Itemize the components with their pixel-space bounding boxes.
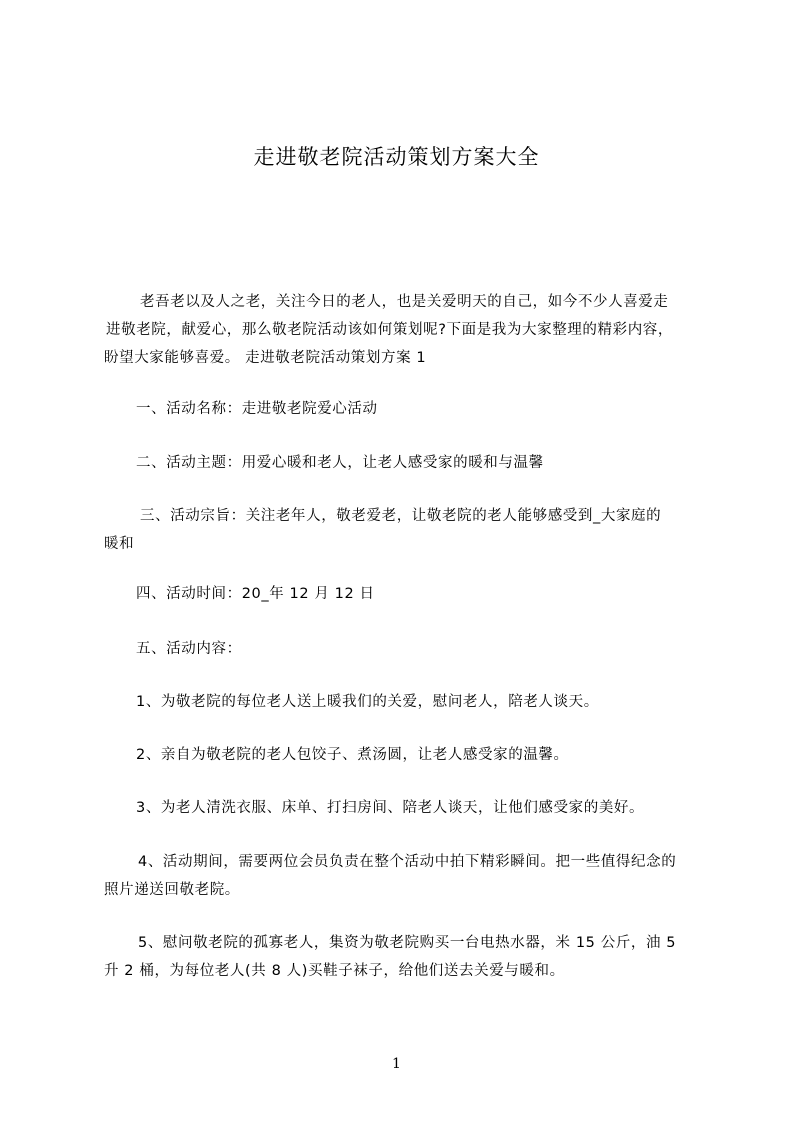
intro-line-3: 盼望大家能够喜爱。 走进敬老院活动策划方案 1 xyxy=(104,350,427,366)
content-item-2: 2、亲自为敬老院的老人包饺子、煮汤圆，让老人感受家的温馨。 xyxy=(136,747,569,763)
content-item-1: 1、为敬老院的每位老人送上暖我们的关爱，慰问老人，陪老人谈天。 xyxy=(136,694,599,710)
purpose-line-1: 三、活动宗旨：关注老年人，敬老爱老，让敬老院的老人能够感受到_大家庭的 xyxy=(140,508,662,524)
content-item-3: 3、为老人清洗衣服、床单、打扫房间、陪老人谈天，让他们感受家的美好。 xyxy=(136,800,645,816)
purpose-line-2: 暖和 xyxy=(104,536,135,552)
content-item-5-line-2: 升 2 桶，为每位老人(共 8 人)买鞋子袜子，给他们送去关爱与暖和。 xyxy=(104,963,565,979)
item-activity-name: 一、活动名称：走进敬老院爱心活动 xyxy=(136,401,378,417)
item-activity-purpose xyxy=(104,502,704,558)
content-item-4-line-2: 照片递送回敬老院。 xyxy=(104,882,240,898)
content-item-5 xyxy=(104,929,704,985)
content-item-4 xyxy=(104,848,704,904)
content-item-4-line-1: 4、活动期间，需要两位会员负责在整个活动中拍下精彩瞬间。把一些值得纪念的 xyxy=(138,854,677,870)
intro-paragraph xyxy=(104,288,704,372)
page-number: 1 xyxy=(392,1056,401,1072)
item-content-heading: 五、活动内容： xyxy=(136,641,242,657)
item-activity-time: 四、活动时间：20_年 12 月 12 日 xyxy=(136,586,375,602)
intro-line-1: 老吾老以及人之老，关注今日的老人，也是关爱明天的自己，如今不少人喜爱走 xyxy=(140,294,669,310)
content-item-5-line-1: 5、慰问敬老院的孤寡老人，集资为敬老院购买一台电热水器，米 15 公斤，油 5 xyxy=(138,935,677,951)
intro-line-2: 进敬老院，献爱心，那么敬老院活动该如何策划呢?下面是我为大家整理的精彩内容， xyxy=(106,322,673,338)
document-title: 走进敬老院活动策划方案大全 xyxy=(253,145,540,169)
item-activity-theme: 二、活动主题：用爱心暖和老人，让老人感受家的暖和与温馨 xyxy=(136,455,544,471)
